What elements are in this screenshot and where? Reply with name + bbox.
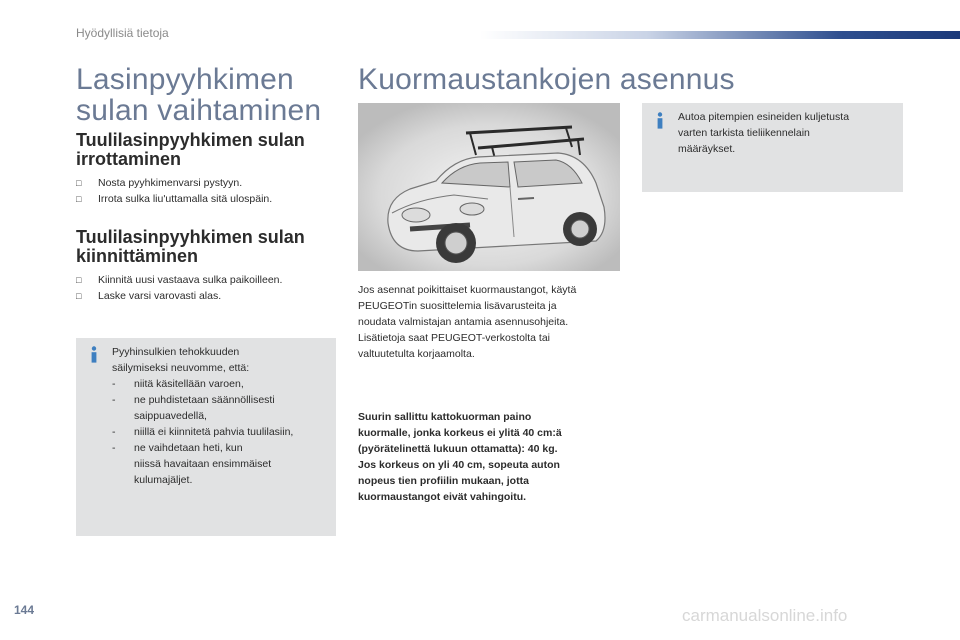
square-bullet-icon: □: [76, 291, 82, 301]
step-text: Irrota sulka liu'uttamalla sitä ulospäin.: [98, 193, 273, 205]
section-label: Hyödyllisiä tietoja: [76, 26, 169, 40]
list-item: [76, 175, 336, 191]
square-bullet-icon: □: [76, 178, 82, 188]
wiper-title-line1: Lasinpyyhkimen: [76, 63, 294, 96]
attach-heading-line2: kiinnittäminen: [76, 246, 199, 266]
note-content: [112, 344, 332, 488]
list-item: - niillä ei kiinnitetä pahvia tuulilasiin,: [112, 426, 294, 438]
note-intro-line2: säilymiseksi neuvomme, että:: [112, 362, 250, 374]
wiper-title: [76, 64, 321, 126]
step-text: Laske varsi varovasti alas.: [98, 290, 222, 302]
info-icon: [88, 346, 100, 363]
info-icon: [654, 112, 666, 129]
list-item: [76, 272, 336, 288]
note-intro-line1: Pyyhinsulkien tehokkuuden: [112, 346, 240, 358]
remove-heading-line1: Tuulilasinpyyhkimen sulan: [76, 130, 305, 150]
attach-heading-line1: Tuulilasinpyyhkimen sulan: [76, 227, 305, 247]
roof-load-warning: Suurin sallittu kattokuorman paino kuormalle, jonka korkeus ei ylitä 40 cm:ä (pyörätelinettä lukuun ottamatta): 40 kg. Jos korkeus on yli 40 cm, sopeuta auton nopeus tien profiilin mukaan, jotta kuormaustangot eivät vahingoitu.: [358, 411, 562, 503]
square-bullet-icon: □: [76, 275, 82, 285]
car-roof-bars-illustration: [358, 103, 620, 271]
wiper-title-line2: sulan vaihtaminen: [76, 94, 322, 127]
remove-heading: [76, 131, 305, 169]
list-item: [76, 288, 336, 304]
square-bullet-icon: □: [76, 194, 82, 204]
header-bar: [480, 31, 960, 39]
step-text: Nosta pyyhkimenvarsi pystyyn.: [98, 177, 243, 189]
attach-heading: [76, 228, 305, 266]
list-item: - ne puhdistetaan säännöllisesti saippuavedellä,: [112, 394, 275, 422]
list-item: - niitä käsitellään varoen,: [112, 378, 244, 390]
install-instructions: Jos asennat poikittaiset kuormaustangot, käytä PEUGEOTin suosittelemia lisävarusteita ja noudata valmistajan antamia asennusohjeita. Lisätietoja saat PEUGEOT-verkostolta tai valtuutetulta korjaamolta.: [358, 284, 577, 360]
attach-steps: [76, 272, 336, 304]
long-load-note-text: Autoa pitempien esineiden kuljetusta varten tarkista tieliikennelain määräykset.: [678, 111, 850, 155]
wiper-care-note: [76, 338, 336, 536]
remove-heading-line2: irrottaminen: [76, 149, 182, 169]
list-item: - ne vaihdetaan heti, kun niissä havaitaan ensimmäiset kulumajäljet.: [112, 442, 272, 486]
note-list: [112, 376, 332, 488]
watermark: carmanualsonline.info: [682, 606, 848, 625]
list-item: [76, 191, 336, 207]
step-text: Kiinnitä uusi vastaava sulka paikoilleen.: [98, 274, 283, 286]
page-number: 144: [14, 603, 35, 617]
roof-bars-title: Kuormaustankojen asennus: [358, 63, 735, 96]
remove-steps: [76, 175, 336, 207]
long-load-note: [642, 103, 903, 192]
